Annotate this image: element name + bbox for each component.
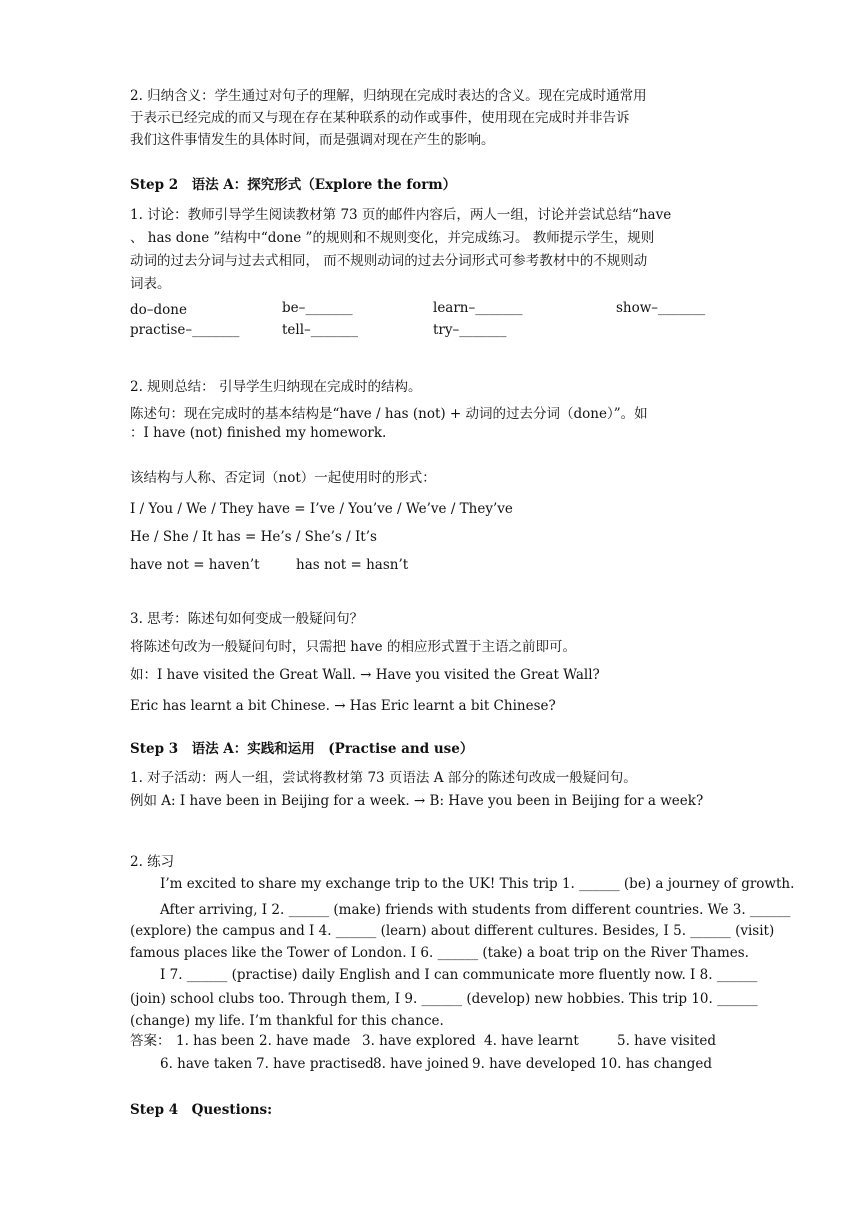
rule-line-1: 陈述句：现在完成时的基本结构是“have / has (not) + 动词的过去分词（done）”。如 (130, 406, 648, 422)
practice-line-3: (explore) the campus and I 4. ______ (learn) about different cultures. Besides, I 5. ______ (visit) (130, 923, 775, 939)
think-line-1: 将陈述句改为一般疑问句时，只需把 have 的相应形式置于主语之前即可。 (130, 639, 576, 655)
pair-line-2: 例如 A: I have been in Beijing for a week. → B: Have you been in Beijing for a week? (130, 793, 704, 809)
verb-item: do–done (130, 302, 187, 318)
meaning-line-3: 我们这件事情发生的具体时间，而是强调对现在产生的影响。 (130, 132, 495, 148)
step2-heading: Step 2 语法 A：探究形式（Explore the form） (130, 177, 457, 193)
answer-item: 6. have taken (160, 1056, 253, 1072)
practice-line-2: After arriving, I 2. ______ (make) friends with students from different countries. We 3. ______ (160, 902, 791, 918)
forms-title: 该结构与人称、否定词（not）一起使用时的形式： (130, 470, 436, 486)
discuss-line-2: 、 has done ”结构中“done ”的规则和不规则变化，并完成练习。 教师提示学生，规则 (130, 230, 655, 246)
think-title: 3. 思考：陈述句如何变成一般疑问句？ (130, 611, 364, 627)
discuss-line-1: 1. 讨论：教师引导学生阅读教材第 73 页的邮件内容后，两人一组，讨论并尝试总结“have (130, 207, 672, 223)
answer-item: 2. have made (259, 1033, 351, 1049)
answer-item: 4. have learnt (484, 1033, 579, 1049)
form-line-1: I / You / We / They have = I’ve / You’ve / We’ve / They’ve (130, 501, 513, 517)
practice-line-7: (change) my life. I’m thankful for this chance. (130, 1013, 444, 1029)
discuss-line-4: 词表。 (130, 276, 171, 292)
negation-has: has not = hasn’t (296, 557, 409, 573)
practice-line-5: I 7. ______ (practise) daily English and I can communicate more fluently now. I 8. ______ (160, 967, 758, 983)
pair-line-1: 1. 对子活动：两人一组，尝试将教材第 73 页语法 A 部分的陈述句改成一般疑问句。 (130, 770, 637, 786)
example-line-2: Eric has learnt a bit Chinese. → Has Eric learnt a bit Chinese? (130, 698, 556, 714)
practice-line-6: (join) school clubs too. Through them, I 9. ______ (develop) new hobbies. This trip 10. ______ (130, 991, 758, 1007)
answer-item: 7. have practised (256, 1056, 374, 1072)
answer-item: 5. have visited (617, 1033, 717, 1049)
verb-item: be–_______ (282, 300, 353, 316)
practice-title: 2. 练习 (130, 854, 175, 870)
meaning-line-1: 2. 归纳含义：学生通过对句子的理解，归纳现在完成时表达的含义。现在完成时通常用 (130, 88, 647, 104)
form-line-2: He / She / It has = He’s / She’s / It’s (130, 529, 377, 545)
practice-line-1: I’m excited to share my exchange trip to the UK! This trip 1. ______ (be) a journey of growth. (160, 876, 795, 892)
step3-heading: Step 3 语法 A：实践和运用 (Practise and use） (130, 741, 474, 757)
verb-item: show–_______ (616, 300, 706, 316)
verb-item: try–_______ (433, 322, 507, 338)
answers-label: 答案： (130, 1033, 171, 1049)
answer-item: 3. have explored (362, 1033, 476, 1049)
answer-item: 8. have joined (373, 1056, 469, 1072)
verb-item: tell–_______ (282, 322, 359, 338)
answer-item: 10. has changed (600, 1056, 712, 1072)
verb-item: practise–_______ (130, 322, 240, 338)
practice-line-4: famous places like the Tower of London. I 6. ______ (take) a boat trip on the River Thames. (130, 945, 749, 961)
answer-item: 1. has been (176, 1033, 255, 1049)
answer-item: 9. have developed (472, 1056, 596, 1072)
negation-have: have not = haven’t (130, 557, 260, 573)
example-line-1: 如：I have visited the Great Wall. → Have you visited the Great Wall? (130, 667, 600, 683)
verb-item: learn–_______ (433, 300, 523, 316)
discuss-line-3: 动词的过去分词与过去式相同， 而不规则动词的过去分词形式可参考教材中的不规则动 (130, 253, 648, 269)
rule-line-2: ：I have (not) finished my homework. (130, 425, 387, 441)
meaning-line-2: 于表示已经完成的而又与现在存在某种联系的动作或事件，使用现在完成时并非告诉 (130, 110, 630, 126)
step4-heading: Step 4 Questions: (130, 1102, 273, 1118)
rule-title: 2. 规则总结： 引导学生归纳现在完成时的结构。 (130, 379, 422, 395)
